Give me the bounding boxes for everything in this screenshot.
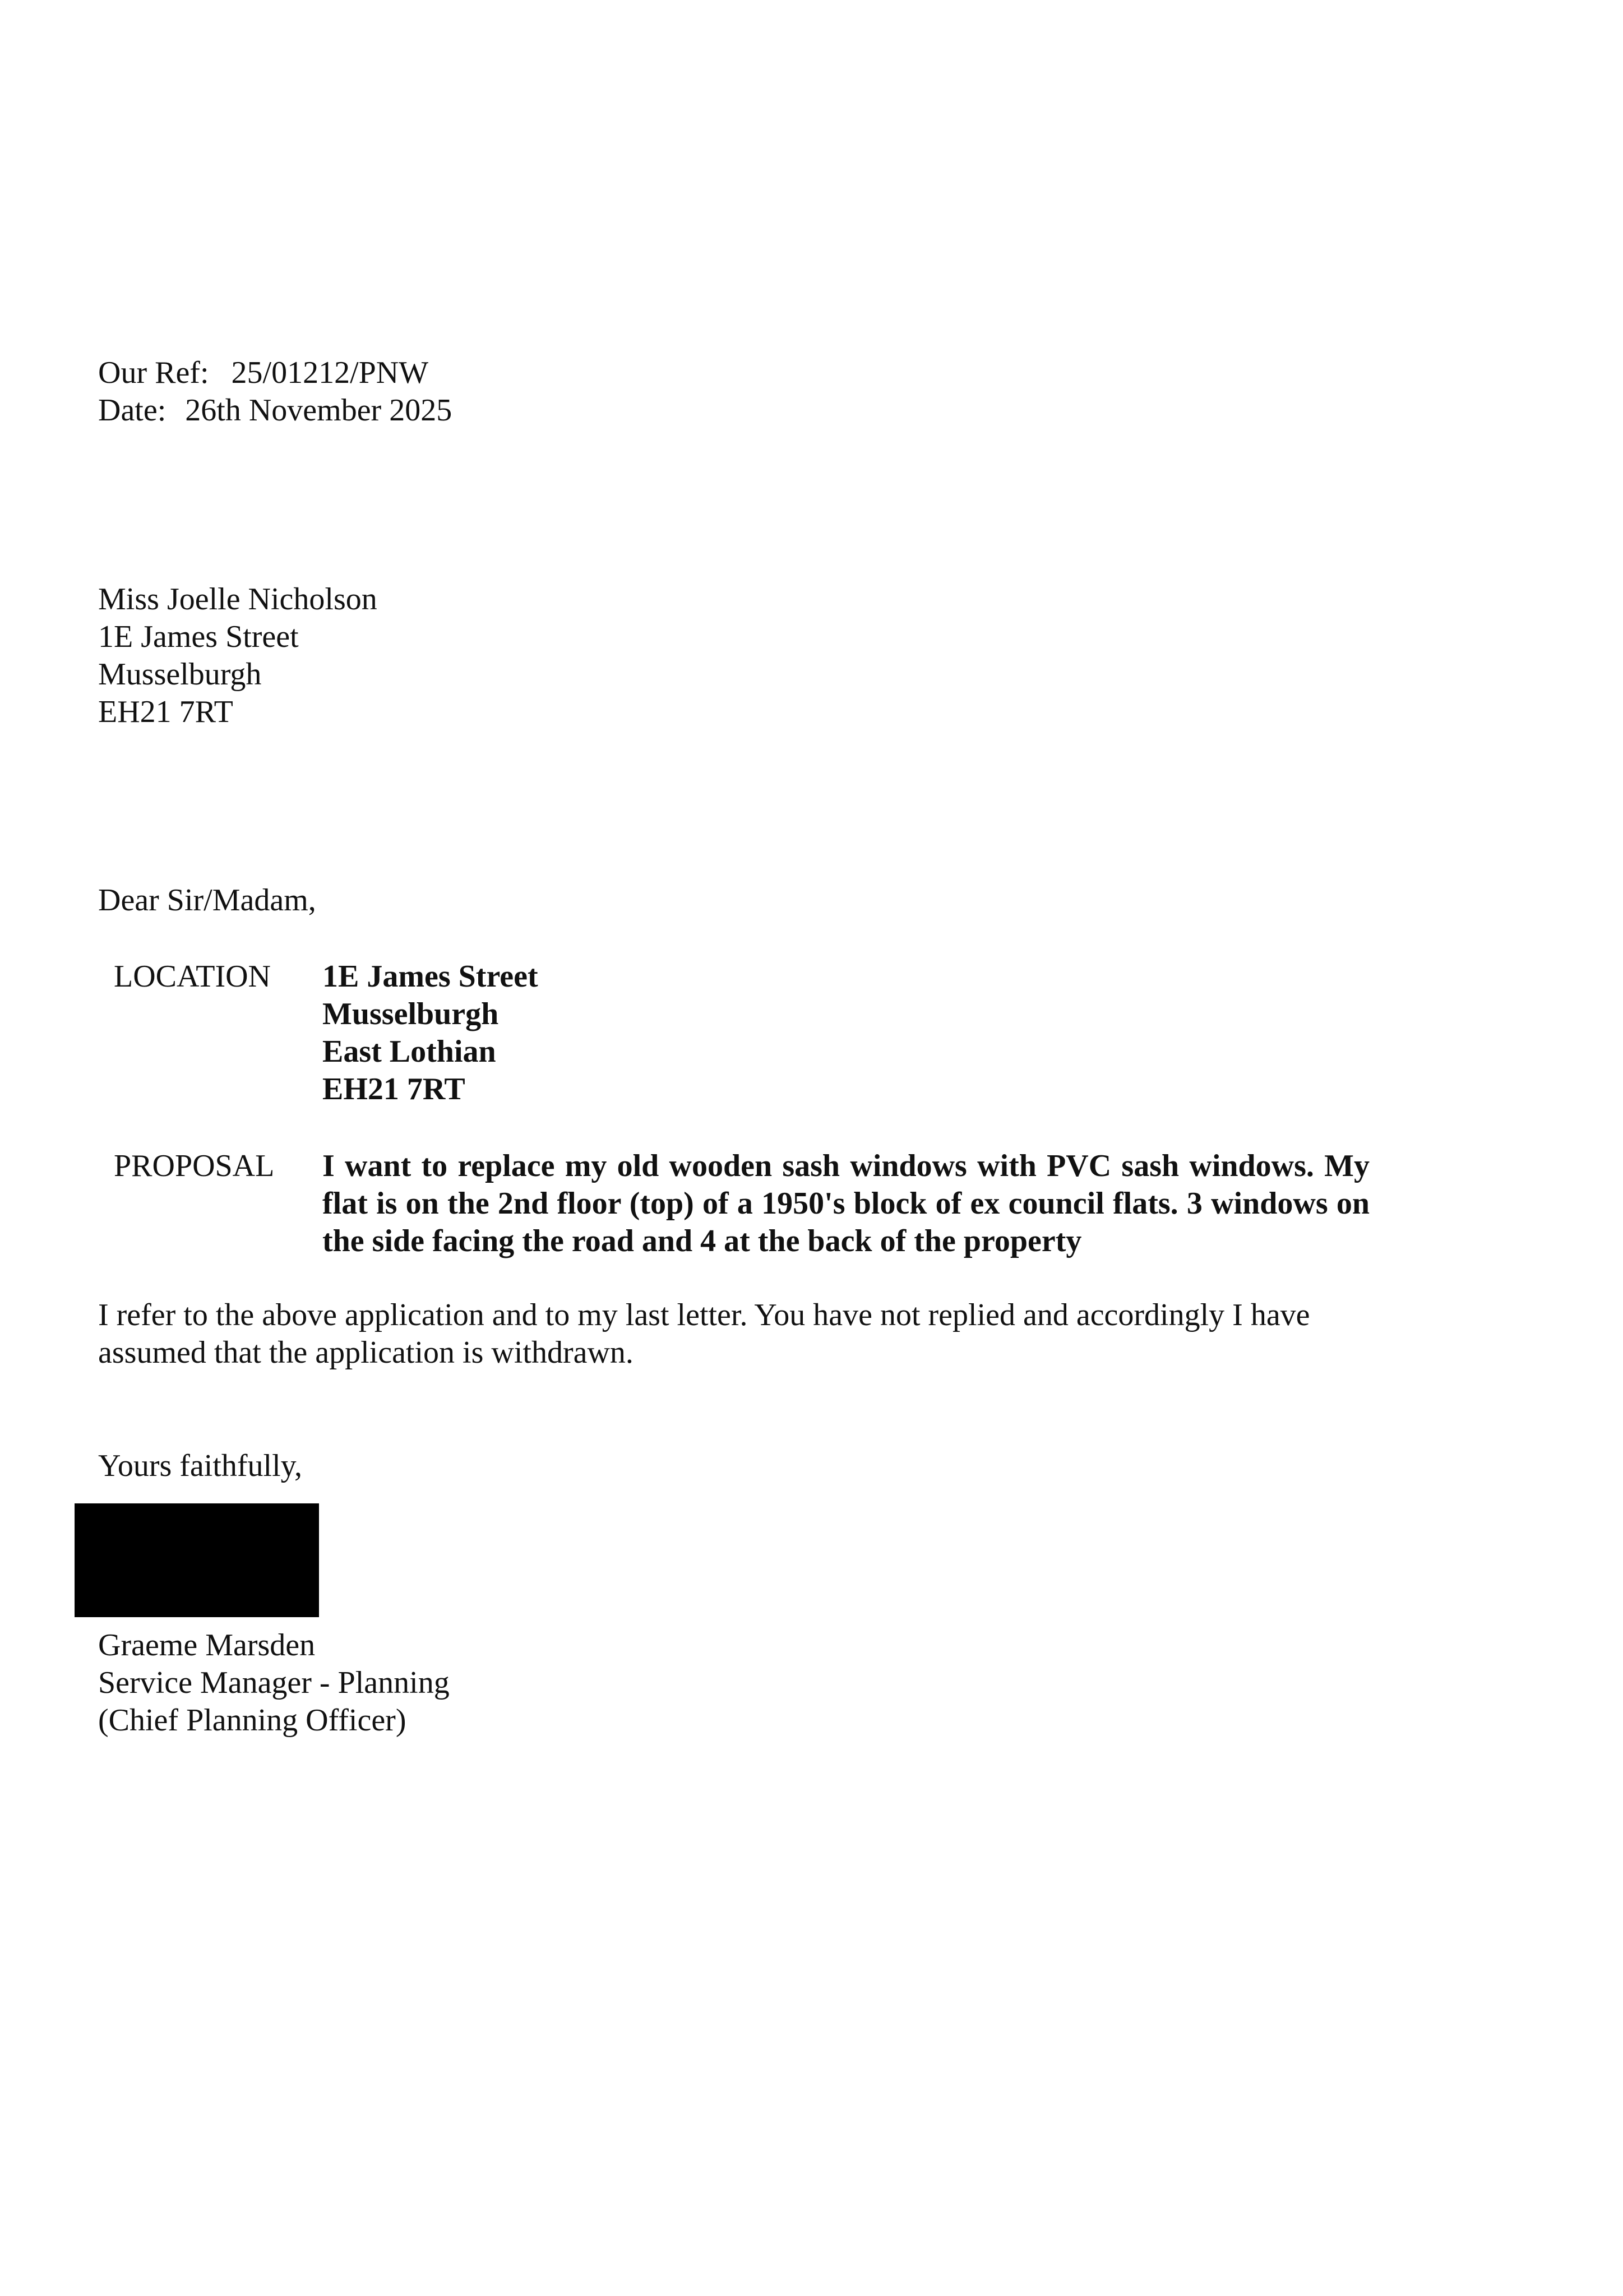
location-line-1: 1E James Street	[322, 959, 538, 994]
our-ref-value: 25/01212/PNW	[231, 355, 429, 390]
proposal-text: I want to replace my old wooden sash windows with PVC sash windows. My flat is on the 2nd floor (top) of a 1950's block of ex council flats. 3 windows on the side facing the road and 4 at the back of the property	[322, 1149, 1370, 1258]
date-label: Date:	[98, 393, 167, 428]
signatory-role: (Chief Planning Officer)	[98, 1703, 406, 1738]
location-line-3: East Lothian	[322, 1034, 496, 1069]
signature-redaction	[75, 1503, 319, 1617]
our-ref-label: Our Ref:	[98, 355, 209, 390]
recipient-town: Musselburgh	[98, 657, 262, 692]
location-line-4: EH21 7RT	[322, 1072, 465, 1107]
recipient-address	[98, 581, 377, 731]
recipient-name: Miss Joelle Nicholson	[98, 582, 377, 617]
body-paragraph: I refer to the above application and to my last letter. You have not replied and accordingly I have assumed that the application is withdrawn.	[98, 1298, 1310, 1370]
proposal-label: PROPOSAL	[114, 1149, 275, 1183]
reference-block	[98, 354, 452, 429]
date-line	[98, 392, 452, 429]
location-label: LOCATION	[114, 959, 271, 994]
closing: Yours faithfully,	[98, 1448, 303, 1483]
signatory-title: Service Manager - Planning	[98, 1665, 450, 1700]
signatory-name: Graeme Marsden	[98, 1628, 316, 1663]
location-address	[322, 958, 538, 1108]
date-value: 26th November 2025	[185, 393, 452, 428]
location-line-2: Musselburgh	[322, 997, 499, 1031]
recipient-postcode: EH21 7RT	[98, 695, 233, 729]
signatory-block	[98, 1627, 450, 1739]
salutation: Dear Sir/Madam,	[98, 883, 316, 918]
recipient-street: 1E James Street	[98, 619, 299, 654]
our-ref-line	[98, 354, 452, 392]
